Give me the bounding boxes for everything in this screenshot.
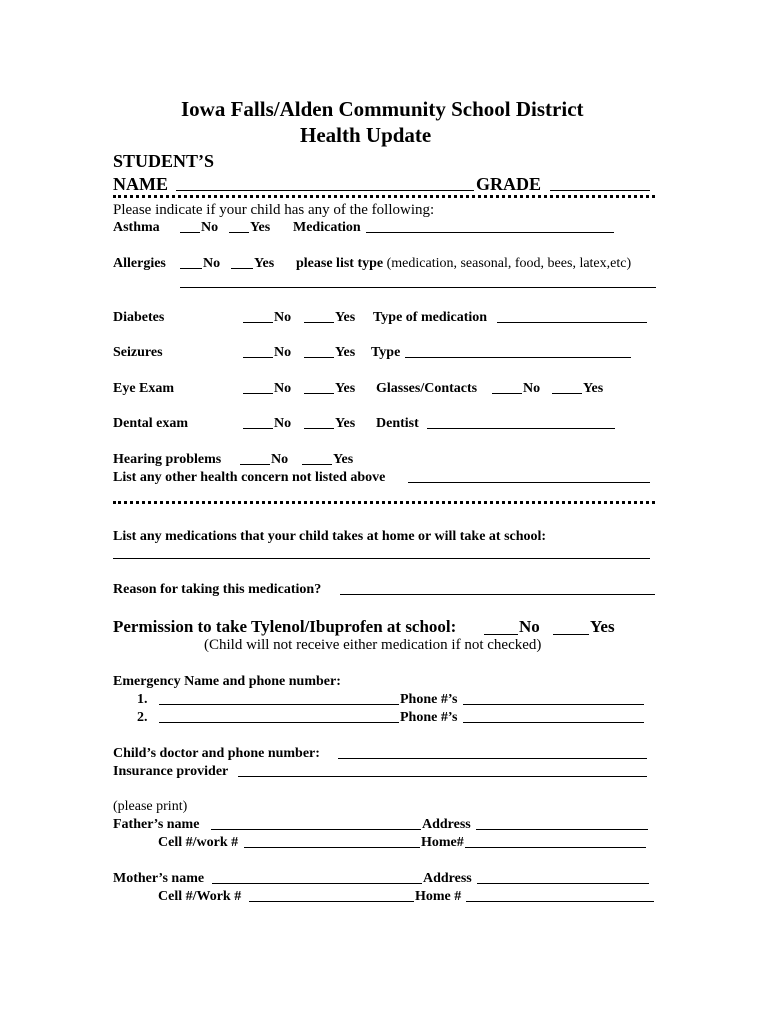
emergency-name-1-field[interactable]: [159, 704, 399, 705]
dental-no-blank[interactable]: [243, 428, 273, 429]
asthma-yes-blank[interactable]: [229, 232, 249, 233]
diabetes-label: Diabetes: [113, 310, 165, 325]
glasses-contacts-label: Glasses/Contacts: [376, 381, 478, 396]
glasses-yes-blank[interactable]: [552, 393, 582, 394]
doctor-field[interactable]: [338, 758, 647, 759]
father-home-label: Home#: [421, 835, 464, 850]
seizures-yes-label: Yes: [335, 345, 356, 360]
hearing-label: Hearing problems: [113, 452, 222, 467]
mother-address-field[interactable]: [477, 883, 649, 884]
mother-home-label: Home #: [415, 889, 462, 904]
mother-name-label: Mother’s name: [113, 871, 205, 886]
insurance-field[interactable]: [238, 776, 647, 777]
reason-field[interactable]: [340, 594, 655, 595]
mother-home-field[interactable]: [466, 901, 654, 902]
father-home-field[interactable]: [465, 847, 646, 848]
permission-label: Permission to take Tylenol/Ibuprofen at school:: [113, 617, 457, 636]
form-title: Health Update: [300, 123, 432, 147]
glasses-no-blank[interactable]: [492, 393, 522, 394]
insurance-label: Insurance provider: [113, 764, 229, 779]
seizures-type-label: Type: [371, 345, 401, 360]
eye-exam-yes-label: Yes: [335, 381, 356, 396]
hearing-yes-blank[interactable]: [302, 464, 332, 465]
diabetes-yes-label: Yes: [335, 310, 356, 325]
seizures-yes-blank[interactable]: [304, 357, 334, 358]
permission-yes-label: Yes: [590, 617, 615, 636]
allergies-type-label: please list type: [296, 256, 384, 271]
permission-no-blank[interactable]: [484, 634, 518, 635]
father-name-label: Father’s name: [113, 817, 200, 832]
asthma-no-blank[interactable]: [180, 232, 200, 233]
mother-address-label: Address: [423, 871, 472, 886]
allergies-type-field[interactable]: [180, 287, 656, 288]
glasses-yes-label: Yes: [583, 381, 604, 396]
mother-cell-label: Cell #/Work #: [158, 889, 242, 904]
hearing-yes-label: Yes: [333, 452, 354, 467]
emergency-phone-1-field[interactable]: [463, 704, 644, 705]
mother-name-field[interactable]: [212, 883, 422, 884]
asthma-label: Asthma: [113, 220, 160, 235]
seizures-label: Seizures: [113, 345, 163, 360]
medications-label: List any medications that your child takes at home or will take at school:: [113, 529, 547, 544]
permission-no-label: No: [519, 617, 540, 636]
grade-label: GRADE: [476, 174, 542, 194]
emergency-number-1: 1.: [137, 692, 148, 707]
father-name-field[interactable]: [211, 829, 421, 830]
allergies-type-prompt: [296, 255, 631, 273]
seizures-no-label: No: [274, 345, 292, 360]
diabetes-no-label: No: [274, 310, 292, 325]
district-title: Iowa Falls/Alden Community School District: [181, 97, 584, 121]
eye-exam-no-label: No: [274, 381, 292, 396]
allergies-label: Allergies: [113, 256, 166, 271]
allergies-no-blank[interactable]: [180, 268, 202, 269]
asthma-yes-label: Yes: [250, 220, 271, 235]
emergency-label: Emergency Name and phone number:: [113, 674, 341, 689]
seizures-no-blank[interactable]: [243, 357, 273, 358]
permission-note: (Child will not receive either medication if not checked): [204, 637, 542, 653]
name-label: NAME: [113, 174, 168, 194]
allergies-yes-blank[interactable]: [231, 268, 253, 269]
allergies-type-note: (medication, seasonal, food, bees, latex,etc): [386, 256, 632, 271]
asthma-medication-field[interactable]: [366, 232, 614, 233]
dental-no-label: No: [274, 416, 292, 431]
father-address-field[interactable]: [476, 829, 648, 830]
dentist-label: Dentist: [376, 416, 419, 431]
diabetes-medication-field[interactable]: [497, 322, 647, 323]
emergency-phone-2-label: Phone #’s: [400, 710, 458, 725]
other-health-label: List any other health concern not listed above: [113, 470, 386, 485]
emergency-phone-1-label: Phone #’s: [400, 692, 458, 707]
dental-exam-label: Dental exam: [113, 416, 189, 431]
asthma-medication-label: Medication: [293, 220, 361, 235]
dental-yes-label: Yes: [335, 416, 356, 431]
eye-exam-no-blank[interactable]: [243, 393, 273, 394]
other-health-field[interactable]: [408, 482, 650, 483]
grade-field[interactable]: [550, 190, 650, 191]
hearing-no-label: No: [271, 452, 289, 467]
emergency-name-2-field[interactable]: [159, 722, 399, 723]
dental-yes-blank[interactable]: [304, 428, 334, 429]
reason-label: Reason for taking this medication?: [113, 582, 322, 597]
diabetes-medication-label: Type of medication: [373, 310, 488, 325]
father-address-label: Address: [422, 817, 471, 832]
instructions: Please indicate if your child has any of the following:: [113, 202, 435, 218]
permission-yes-blank[interactable]: [553, 634, 589, 635]
section-divider-2: [113, 501, 655, 508]
dentist-field[interactable]: [427, 428, 615, 429]
diabetes-yes-blank[interactable]: [304, 322, 334, 323]
asthma-no-label: No: [201, 220, 219, 235]
medications-field[interactable]: [113, 558, 650, 559]
students-label: STUDENT’S: [113, 151, 215, 171]
mother-cell-field[interactable]: [249, 901, 414, 902]
father-cell-field[interactable]: [244, 847, 420, 848]
emergency-phone-2-field[interactable]: [463, 722, 644, 723]
eye-exam-yes-blank[interactable]: [304, 393, 334, 394]
allergies-no-label: No: [203, 256, 221, 271]
allergies-yes-label: Yes: [254, 256, 275, 271]
emergency-number-2: 2.: [137, 710, 148, 725]
doctor-label: Child’s doctor and phone number:: [113, 746, 320, 761]
glasses-no-label: No: [523, 381, 541, 396]
father-cell-label: Cell #/work #: [158, 835, 239, 850]
diabetes-no-blank[interactable]: [243, 322, 273, 323]
eye-exam-label: Eye Exam: [113, 381, 175, 396]
please-print-note: (please print): [113, 799, 188, 814]
student-name-field[interactable]: [176, 190, 474, 191]
hearing-no-blank[interactable]: [240, 464, 270, 465]
seizures-type-field[interactable]: [405, 357, 631, 358]
